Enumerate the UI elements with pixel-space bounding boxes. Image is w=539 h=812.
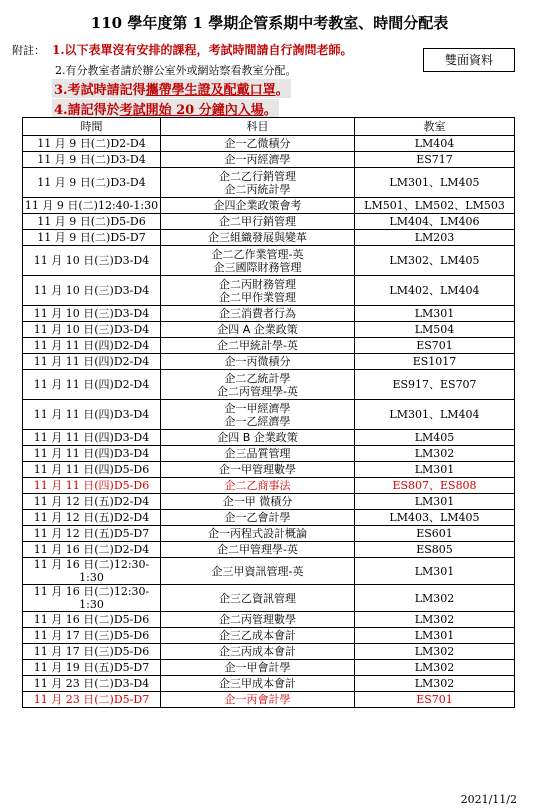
subject-line: 企一甲會計學	[224, 661, 291, 674]
cell-room: ES701	[355, 692, 515, 708]
table-header-row	[23, 118, 515, 136]
cell-time: 11 月 10 日(三)D3-D4	[23, 276, 161, 306]
cell-room: LM301、LM405	[355, 168, 515, 198]
cell-room: LM302	[355, 612, 515, 628]
cell-room: LM301、LM404	[355, 400, 515, 430]
cell-room: ES601	[355, 526, 515, 542]
cell-time: 11 月 11 日(四)D3-D4	[23, 400, 161, 430]
table-row	[23, 462, 515, 478]
subject-line: 企二丙統計學	[224, 182, 291, 196]
table-row	[23, 354, 515, 370]
table-row	[23, 168, 515, 198]
cell-room: LM504	[355, 322, 515, 338]
cell-room: LM405	[355, 430, 515, 446]
cell-room: ES717	[355, 152, 515, 168]
table-body	[23, 136, 515, 708]
cell-time: 11 月 16 日(二)D5-D6	[23, 612, 161, 628]
subject-line: 企三乙成本會計	[219, 629, 296, 642]
cell-time: 11 月 11 日(四)D2-D4	[23, 338, 161, 354]
cell-subject	[161, 558, 355, 585]
subject-line: 企二丙管理數學	[219, 613, 296, 626]
note-4-highlight: 考試開始 20 分鐘內入場	[119, 103, 264, 118]
subject-line: 企二甲作業管理	[219, 290, 296, 304]
document-date: 2021/11/2	[460, 793, 517, 806]
cell-time: 11 月 9 日(二)D3-D4	[23, 168, 161, 198]
subject-line: 企二丙管理學-英	[217, 384, 298, 398]
table-row	[23, 306, 515, 322]
table-row	[23, 585, 515, 612]
cell-room: LM501、LM502、LM503	[355, 198, 515, 214]
cell-time: 11 月 12 日(五)D2-D4	[23, 510, 161, 526]
subject-line: 企一甲管理數學	[219, 463, 296, 476]
cell-room: LM302	[355, 585, 515, 612]
cell-time: 11 月 19 日(五)D5-D7	[23, 660, 161, 676]
cell-subject	[161, 230, 355, 246]
cell-room: LM301	[355, 462, 515, 478]
note-3	[52, 79, 291, 98]
cell-room: LM301	[355, 558, 515, 585]
table-row	[23, 338, 515, 354]
cell-subject	[161, 322, 355, 338]
cell-room: LM402、LM404	[355, 276, 515, 306]
subject-line: 企一乙會計學	[224, 511, 291, 524]
cell-time: 11 月 9 日(二)D5-D6	[23, 214, 161, 230]
table-row	[23, 430, 515, 446]
cell-room: LM301	[355, 628, 515, 644]
header-room: 教室	[355, 118, 515, 136]
cell-time: 11 月 11 日(四)D2-D4	[23, 354, 161, 370]
cell-time: 11 月 16 日(二)12:30-1:30	[23, 558, 161, 585]
cell-subject	[161, 676, 355, 692]
table-row	[23, 494, 515, 510]
cell-time: 11 月 11 日(四)D3-D4	[23, 446, 161, 462]
cell-room: ES805	[355, 542, 515, 558]
subject-line: 企三甲資訊管理-英	[211, 564, 304, 578]
subject-line: 企三甲成本會計	[219, 677, 296, 690]
table-row	[23, 628, 515, 644]
cell-time: 11 月 12 日(五)D5-D7	[23, 526, 161, 542]
subject-line: 企三丙成本會計	[219, 645, 296, 658]
note-4-post: 。	[263, 103, 277, 118]
table-row	[23, 692, 515, 708]
notes-label: 附註：	[12, 44, 45, 57]
cell-time: 11 月 11 日(四)D2-D4	[23, 370, 161, 400]
table-row	[23, 322, 515, 338]
cell-subject	[161, 692, 355, 708]
cell-room: LM302、LM405	[355, 246, 515, 276]
table-row	[23, 526, 515, 542]
table-row	[23, 612, 515, 628]
table-row	[23, 230, 515, 246]
cell-room: LM404、LM406	[355, 214, 515, 230]
note-4-pre: 4.請記得於	[54, 103, 120, 118]
subject-line: 企二乙商事法	[224, 479, 291, 492]
table-row	[23, 478, 515, 494]
subject-line: 企一乙經濟學	[224, 414, 291, 428]
subject-line: 企一丙會計學	[224, 693, 291, 706]
cell-subject	[161, 478, 355, 494]
subject-line: 企一甲 微積分	[222, 495, 293, 508]
note-3-post: 。	[275, 83, 289, 98]
cell-time: 11 月 10 日(三)D3-D4	[23, 306, 161, 322]
note-1: 1.以下表單沒有安排的課程，考試時間請自行詢問老師。	[52, 43, 353, 57]
cell-time: 11 月 16 日(二)12:30-1:30	[23, 585, 161, 612]
table-row	[23, 660, 515, 676]
cell-time: 11 月 12 日(五)D2-D4	[23, 494, 161, 510]
table-row	[23, 276, 515, 306]
cell-room: LM403、LM405	[355, 510, 515, 526]
cell-subject	[161, 152, 355, 168]
page-title: 110 學年度第 1 學期企管系期中考教室、時間分配表	[90, 14, 449, 32]
cell-subject	[161, 338, 355, 354]
cell-subject	[161, 585, 355, 612]
table-row	[23, 152, 515, 168]
cell-subject	[161, 430, 355, 446]
subject-line: 企一丙程式設計概論	[208, 527, 307, 540]
subject-line: 企三乙資訊管理	[219, 591, 296, 605]
cell-room: ES917、ES707	[355, 370, 515, 400]
cell-room: ES1017	[355, 354, 515, 370]
subject-line: 企二乙行銷管理	[219, 169, 296, 183]
subject-line: 企四 A 企業政策	[217, 323, 298, 336]
cell-subject	[161, 462, 355, 478]
note-3-highlight: 攜帶學生證及配戴口罩	[145, 83, 276, 98]
cell-time: 11 月 11 日(四)D3-D4	[23, 430, 161, 446]
subject-line: 企四 B 企業政策	[217, 431, 298, 444]
cell-subject	[161, 276, 355, 306]
table-row	[23, 542, 515, 558]
cell-time: 11 月 11 日(四)D5-D6	[23, 478, 161, 494]
cell-subject	[161, 306, 355, 322]
table-row	[23, 214, 515, 230]
cell-subject	[161, 214, 355, 230]
cell-time: 11 月 10 日(三)D3-D4	[23, 322, 161, 338]
subject-line: 企三國際財務管理	[213, 260, 302, 274]
subject-line: 企一甲經濟學	[224, 401, 291, 415]
header-subject: 科目	[161, 118, 355, 136]
table-row	[23, 246, 515, 276]
cell-time: 11 月 9 日(二)D3-D4	[23, 152, 161, 168]
subject-line: 企二丙財務管理	[219, 277, 296, 291]
cell-room: LM302	[355, 644, 515, 660]
cell-room: LM302	[355, 660, 515, 676]
cell-subject	[161, 612, 355, 628]
cell-time: 11 月 9 日(二)D5-D7	[23, 230, 161, 246]
table-row	[23, 676, 515, 692]
cell-subject	[161, 168, 355, 198]
subject-line: 企三組織發展與變革	[208, 231, 307, 244]
cell-subject	[161, 510, 355, 526]
cell-time: 11 月 11 日(四)D5-D6	[23, 462, 161, 478]
cell-subject	[161, 446, 355, 462]
cell-room: ES701	[355, 338, 515, 354]
subject-line: 企二乙統計學	[224, 371, 291, 385]
cell-time: 11 月 23 日(二)D5-D7	[23, 692, 161, 708]
subject-line: 企二甲行銷管理	[219, 215, 296, 228]
cell-room: ES807、ES808	[355, 478, 515, 494]
table-row	[23, 558, 515, 585]
subject-line: 企二甲管理學-英	[217, 543, 298, 556]
cell-time: 11 月 17 日(三)D5-D6	[23, 644, 161, 660]
cell-room: LM301	[355, 306, 515, 322]
subject-line: 企一丙微積分	[224, 355, 291, 368]
cell-subject	[161, 494, 355, 510]
cell-subject	[161, 198, 355, 214]
note-4	[52, 99, 279, 118]
subject-line: 企四企業政策會考	[213, 199, 302, 212]
table-row	[23, 510, 515, 526]
cell-room: LM301	[355, 494, 515, 510]
cell-time: 11 月 17 日(三)D5-D6	[23, 628, 161, 644]
cell-room: LM302	[355, 446, 515, 462]
subject-line: 企三消費者行為	[219, 307, 296, 320]
exam-schedule-table	[22, 117, 515, 708]
cell-subject	[161, 246, 355, 276]
cell-subject	[161, 542, 355, 558]
cell-time: 11 月 23 日(二)D3-D4	[23, 676, 161, 692]
table-row	[23, 370, 515, 400]
table-row	[23, 198, 515, 214]
cell-time: 11 月 16 日(二)D2-D4	[23, 542, 161, 558]
table-row	[23, 400, 515, 430]
cell-room: LM203	[355, 230, 515, 246]
cell-room: LM404	[355, 136, 515, 152]
table-row	[23, 644, 515, 660]
header-time: 時間	[23, 118, 161, 136]
subject-line: 企三品質管理	[224, 447, 291, 460]
cell-subject	[161, 526, 355, 542]
subject-line: 企一乙微積分	[224, 137, 291, 150]
note-2: 2.有分教室者請於辦公室外或網站察看教室分配。	[55, 64, 297, 77]
cell-subject	[161, 644, 355, 660]
cell-time: 11 月 9 日(二)D2-D4	[23, 136, 161, 152]
subject-line: 企二甲統計學-英	[217, 339, 298, 352]
cell-subject	[161, 370, 355, 400]
table-row	[23, 136, 515, 152]
cell-subject	[161, 136, 355, 152]
table-row	[23, 446, 515, 462]
cell-time: 11 月 9 日(二)12:40-1:30	[23, 198, 161, 214]
cell-time: 11 月 10 日(三)D3-D4	[23, 246, 161, 276]
subject-line: 企二乙作業管理-英	[211, 247, 304, 261]
double-sided-badge: 雙面資料	[423, 48, 515, 72]
cell-subject	[161, 400, 355, 430]
cell-subject	[161, 628, 355, 644]
subject-line: 企一丙經濟學	[224, 153, 291, 166]
cell-subject	[161, 660, 355, 676]
cell-subject	[161, 354, 355, 370]
cell-room: LM302	[355, 676, 515, 692]
note-3-pre: 3.考試時請記得	[54, 83, 146, 98]
